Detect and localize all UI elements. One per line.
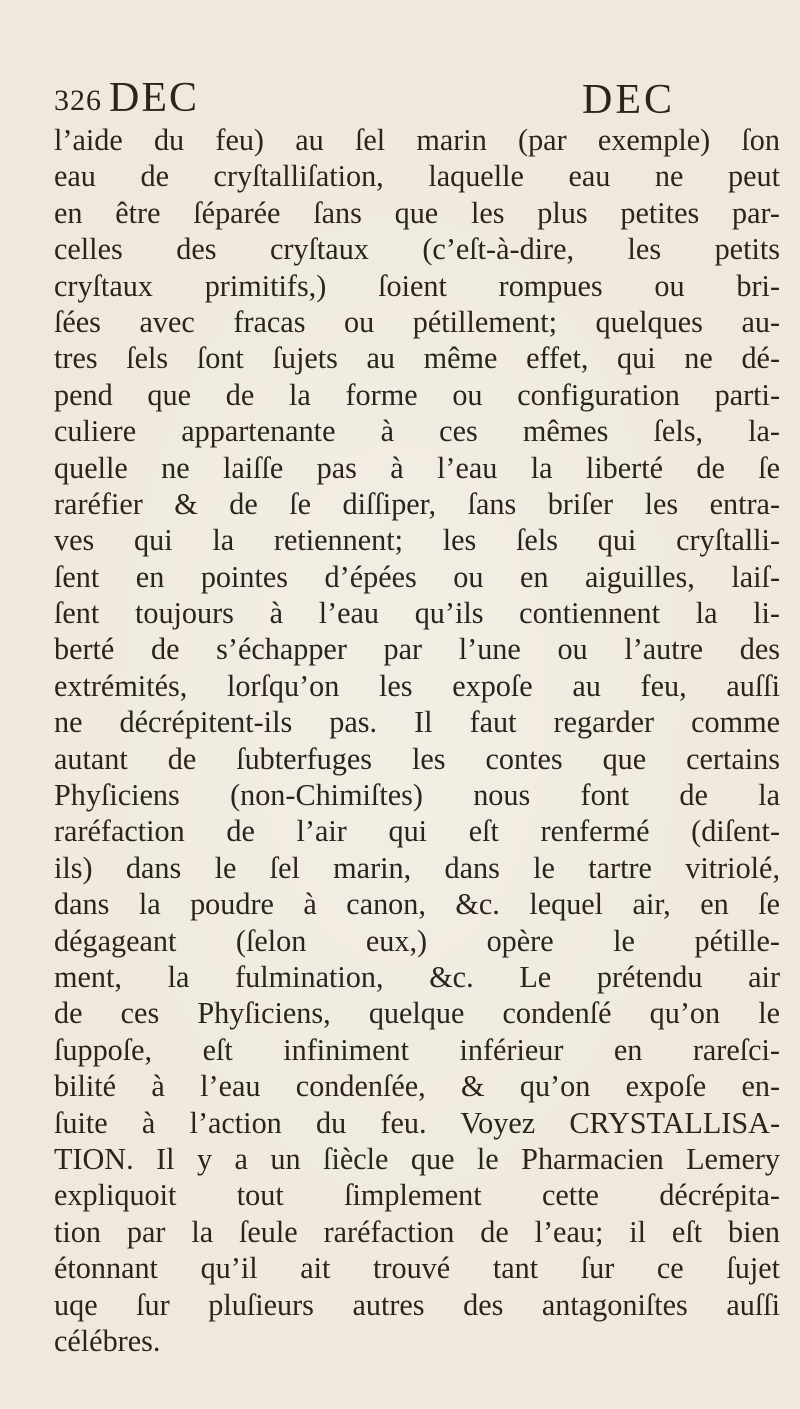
text-line: tion par la ſeule raréfaction de l’eau; il eſt bien <box>54 1214 780 1249</box>
text-line: ſées avec fracas ou pétillement; quelques au- <box>54 304 780 339</box>
text-line: l’aide du feu) au ſel marin (par exemple) ſon <box>54 123 780 157</box>
text-line: tres ſels ſont ſujets au même effet, qui ne dé- <box>54 341 780 376</box>
text-line: ils) dans le ſel marin, dans le tartre vitriolé, <box>54 850 780 885</box>
text-line: uqe ſur pluſieurs autres des antagoniſtes auſſi <box>54 1287 780 1322</box>
text-line: ves qui la retiennent; les ſels qui cryſtalli- <box>54 523 780 558</box>
text-line: TION. Il y a un ſiècle que le Pharmacien Lemery <box>54 1141 780 1176</box>
text-line: celles des cryſtaux (c’eſt-à-dire, les petits <box>54 232 780 267</box>
text-line: dans la poudre à canon, &c. lequel air, en ſe <box>54 887 780 922</box>
text-line: pend que de la forme ou configuration parti- <box>54 377 780 412</box>
text-line: de ces Phyſiciens, quelque condenſé qu’on le <box>54 996 780 1031</box>
text-line: dégageant (ſelon eux,) opère le pétille- <box>54 923 780 958</box>
text-line: autant de ſubterfuges les contes que certains <box>54 741 780 776</box>
text-line: ſent en pointes d’épées ou en aiguilles, laiſ- <box>54 559 780 594</box>
text-line: raréfier & de ſe diſſiper, ſans briſer les entra- <box>54 486 780 521</box>
text-line: ſuite à l’action du feu. Voyez CRYSTALLISA- <box>54 1105 780 1140</box>
text-line: bilité à l’eau condenſée, & qu’on expoſe en- <box>54 1069 780 1104</box>
text-line: expliquoit tout ſimplement cette décrépita- <box>54 1178 780 1213</box>
page-number: 326 <box>54 84 102 117</box>
text-line: ſent toujours à l’eau qu’ils contiennent la li- <box>54 596 780 631</box>
text-line: quelle ne laiſſe pas à l’eau la liberté de ſe <box>54 450 780 485</box>
text-line: raréfaction de l’air qui eſt renfermé (diſent- <box>54 814 780 849</box>
running-head-left: DEC <box>109 75 199 121</box>
page-header <box>54 70 774 130</box>
text-line: ſuppoſe, eſt infiniment inférieur en rareſci- <box>54 1032 780 1067</box>
text-line: étonnant qu’il ait trouvé tant ſur ce ſujet <box>54 1251 780 1286</box>
body-text <box>54 122 780 1359</box>
text-line: Phyſiciens (non-Chimiſtes) nous font de la <box>54 778 780 813</box>
text-line: culiere appartenante à ces mêmes ſels, la- <box>54 414 780 449</box>
text-line: en être ſéparée ſans que les plus petites par- <box>54 195 780 230</box>
text-line: ment, la fulmination, &c. Le prétendu air <box>54 959 780 994</box>
text-line: célébres. <box>54 1323 161 1358</box>
text-line: ne décrépitent-ils pas. Il faut regarder comme <box>54 705 780 740</box>
text-line: eau de cryſtalliſation, laquelle eau ne peut <box>54 159 780 194</box>
running-head-right: DEC <box>582 77 675 123</box>
text-line: cryſtaux primitifs,) ſoient rompues ou bri- <box>54 268 780 303</box>
text-line: extrémités, lorſqu’on les expoſe au feu, auſſi <box>54 668 780 703</box>
text-line: berté de s’échapper par l’une ou l’autre des <box>54 632 780 667</box>
